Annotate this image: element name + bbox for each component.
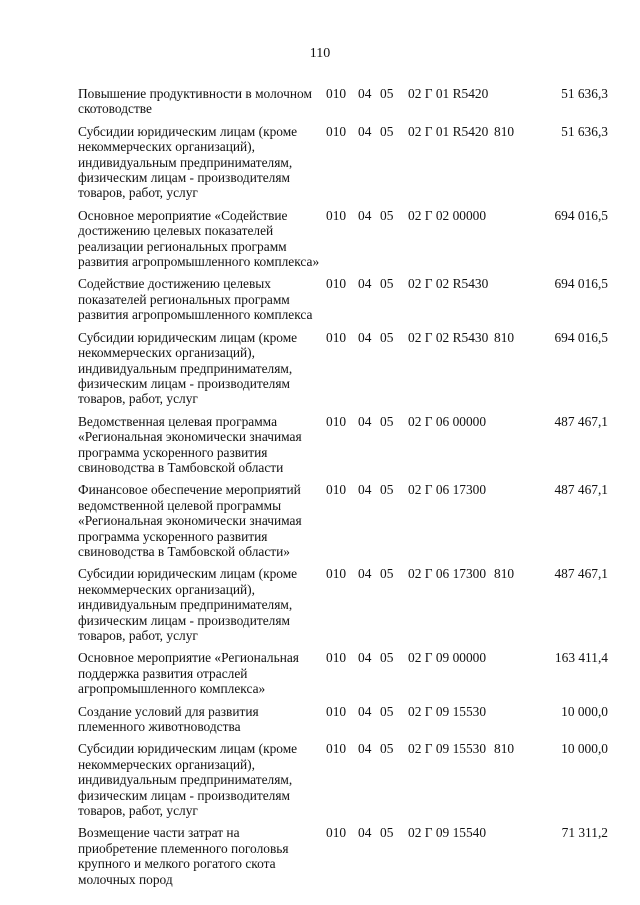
row-expense-type-code: 810 [494, 329, 515, 345]
row-name: Субсидии юридическим лицам (кроме некоммерческих организаций), индивидуальным предпринимателям, физическим лицам - производителям товаров, работ, услуг [78, 329, 298, 407]
row-section-code: 04 [358, 329, 372, 345]
row-name: Основное мероприятие «Региональная поддержка развития отраслей агропромышленного комплекса» [78, 650, 299, 697]
row-target-article-code: 02 Г 01 R5420 [408, 86, 489, 101]
row-name: Субсидии юридическим лицам (кроме некоммерческих организаций), индивидуальным предпринимателям, физическим лицам - производителям товаров, работ, услуг [78, 741, 298, 819]
table-row [78, 276, 608, 322]
row-name: Создание условий для развития племенного животноводства [78, 703, 259, 735]
row-amount: 694 016,5 [554, 207, 608, 223]
row-amount: 10 000,0 [561, 741, 608, 757]
row-target-article-code: 02 Г 09 15530 [408, 703, 487, 719]
row-target-article-code: 02 Г 02 00000 [408, 207, 487, 223]
row-expense-type-code: 810 [494, 741, 515, 757]
row-admin-code: 010 [326, 650, 347, 666]
row-subsection-code: 05 [380, 650, 394, 666]
row-amount: 694 016,5 [554, 276, 608, 292]
row-subsection-code: 05 [380, 413, 394, 429]
table-row [78, 482, 608, 559]
row-subsection-code: 05 [380, 566, 394, 582]
row-amount: 487 467,1 [554, 482, 608, 498]
row-expense-type-code: 810 [494, 566, 515, 582]
table-row [78, 330, 608, 407]
row-subsection-code: 05 [380, 482, 394, 498]
row-target-article-code: 02 Г 09 15530 [408, 741, 487, 757]
row-name: Субсидии юридическим лицам (кроме некоммерческих организаций), индивидуальным предпринимателям, физическим лицам - производителям товаров, работ, услуг [78, 123, 298, 201]
row-target-article-code: 02 Г 06 00000 [408, 413, 487, 429]
row-section-code: 04 [358, 741, 372, 757]
table-row [78, 704, 608, 735]
row-section-code: 04 [358, 207, 372, 223]
row-expense-type-code: 810 [494, 123, 515, 139]
row-amount: 51 636,3 [561, 86, 608, 101]
row-amount: 487 467,1 [554, 413, 608, 429]
row-amount: 163 411,4 [554, 650, 608, 666]
row-subsection-code: 05 [380, 329, 394, 345]
row-subsection-code: 05 [380, 123, 394, 139]
row-name: Возмещение части затрат на приобретение племенного поголовья крупного и мелкого рогатого скота молочных пород [78, 825, 289, 887]
row-section-code: 04 [358, 566, 372, 582]
row-name: Финансовое обеспечение мероприятий ведомственной целевой программы «Региональная экономически значимая программа ускоренного развития свиноводства в Тамбовской области» [78, 482, 302, 559]
row-amount: 71 311,2 [561, 825, 608, 841]
row-subsection-code: 05 [380, 207, 394, 223]
row-section-code: 04 [358, 650, 372, 666]
table-row [78, 208, 608, 270]
row-target-article-code: 02 Г 06 17300 [408, 482, 487, 498]
row-section-code: 04 [358, 482, 372, 498]
row-admin-code: 010 [326, 482, 347, 498]
row-name: Ведомственная целевая программа «Региональная экономически значимая программа ускоренного развития свиноводства в Тамбовской области [78, 413, 302, 475]
row-target-article-code: 02 Г 09 00000 [408, 650, 487, 666]
table-row [78, 124, 608, 201]
table-row [78, 650, 608, 696]
row-amount: 487 467,1 [554, 566, 608, 582]
row-target-article-code: 02 Г 01 R5420 [408, 123, 489, 139]
row-admin-code: 010 [326, 123, 347, 139]
row-admin-code: 010 [326, 329, 347, 345]
row-admin-code: 010 [326, 741, 347, 757]
table-row [78, 414, 608, 476]
row-name: Содействие достижению целевых показателей региональных программ развития агропромышленного комплекса [78, 276, 313, 323]
table-row [78, 566, 608, 643]
row-target-article-code: 02 Г 02 R5430 [408, 276, 489, 292]
row-amount: 10 000,0 [561, 703, 608, 719]
row-admin-code: 010 [326, 86, 347, 101]
row-name: Основное мероприятие «Содействие достижению целевых показателей реализации региональных программ развития агропромышленного комплекса» [78, 207, 320, 270]
row-section-code: 04 [358, 825, 372, 841]
row-subsection-code: 05 [380, 276, 394, 292]
row-admin-code: 010 [326, 825, 347, 841]
page-number: 110 [309, 46, 331, 61]
row-section-code: 04 [358, 123, 372, 139]
row-section-code: 04 [358, 86, 372, 101]
row-admin-code: 010 [326, 703, 347, 719]
row-name: Субсидии юридическим лицам (кроме некоммерческих организаций), индивидуальным предпринимателям, физическим лицам - производителям товаров, работ, услуг [78, 566, 298, 643]
table-row [78, 825, 608, 887]
row-admin-code: 010 [326, 413, 347, 429]
row-target-article-code: 02 Г 06 17300 [408, 566, 487, 582]
row-target-article-code: 02 Г 09 15540 [408, 825, 487, 841]
row-admin-code: 010 [326, 566, 347, 582]
row-subsection-code: 05 [380, 825, 394, 841]
row-section-code: 04 [358, 276, 372, 292]
table-row [78, 741, 608, 818]
row-subsection-code: 05 [380, 741, 394, 757]
row-subsection-code: 05 [380, 703, 394, 719]
table-row [78, 86, 608, 117]
row-name: Повышение продуктивности в молочном скотоводстве [78, 86, 312, 117]
row-subsection-code: 05 [380, 86, 394, 101]
row-amount: 51 636,3 [561, 123, 608, 139]
row-admin-code: 010 [326, 276, 347, 292]
row-section-code: 04 [358, 703, 372, 719]
row-amount: 694 016,5 [554, 329, 608, 345]
row-target-article-code: 02 Г 02 R5430 [408, 329, 489, 345]
budget-table [78, 86, 608, 894]
row-admin-code: 010 [326, 207, 347, 223]
row-section-code: 04 [358, 413, 372, 429]
